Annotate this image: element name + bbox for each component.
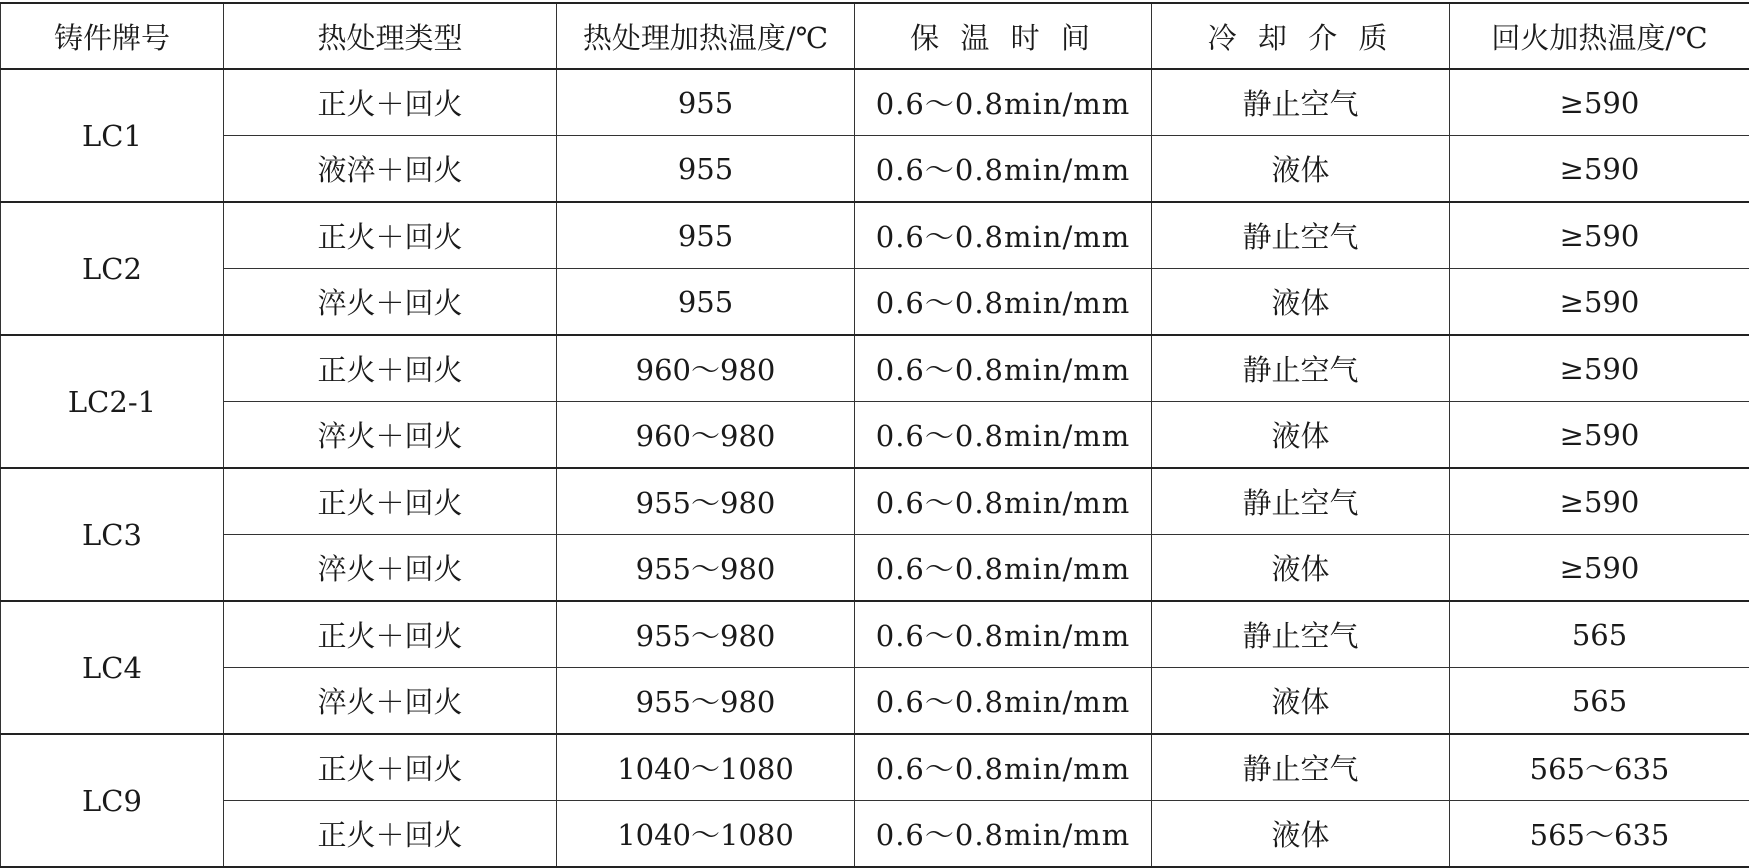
casting-grade-cell: LC3 [1,468,224,601]
table-row [1,335,1749,402]
treatment-type-cell: 淬火＋回火 [224,269,557,336]
heating-temperature-cell: 955 [557,69,855,136]
heating-temperature-cell: 955 [557,269,855,336]
tempering-temperature-cell: ≥590 [1450,535,1749,602]
table-row [1,269,1749,336]
tempering-temperature-cell: ≥590 [1450,269,1749,336]
table-row [1,734,1749,801]
treatment-type-cell: 液淬＋回火 [224,136,557,203]
holding-time-cell: 0.6～0.8min/mm [855,402,1152,469]
table-row [1,535,1749,602]
table-row [1,468,1749,535]
casting-grade-cell: LC9 [1,734,224,867]
table-row [1,668,1749,735]
header-cooling-medium: 冷 却 介 质 [1152,3,1450,69]
header-holding-time: 保 温 时 间 [855,3,1152,69]
tempering-temperature-cell: 565 [1450,668,1749,735]
holding-time-cell: 0.6～0.8min/mm [855,269,1152,336]
treatment-type-cell: 正火＋回火 [224,601,557,668]
holding-time-cell: 0.6～0.8min/mm [855,468,1152,535]
heating-temperature-cell: 955～980 [557,668,855,735]
cooling-medium-cell: 静止空气 [1152,734,1450,801]
holding-time-cell: 0.6～0.8min/mm [855,801,1152,868]
heating-temperature-cell: 955～980 [557,535,855,602]
table-row [1,69,1749,136]
tempering-temperature-cell: ≥590 [1450,335,1749,402]
holding-time-cell: 0.6～0.8min/mm [855,668,1152,735]
header-heating-temperature: 热处理加热温度/℃ [557,3,855,69]
header-casting-grade: 铸件牌号 [1,3,224,69]
heating-temperature-cell: 960～980 [557,402,855,469]
cooling-medium-cell: 静止空气 [1152,202,1450,269]
cooling-medium-cell: 液体 [1152,402,1450,469]
cooling-medium-cell: 静止空气 [1152,468,1450,535]
treatment-type-cell: 正火＋回火 [224,335,557,402]
heating-temperature-cell: 1040～1080 [557,801,855,868]
casting-grade-cell: LC1 [1,69,224,202]
table-row [1,801,1749,868]
table-body [1,69,1749,867]
cooling-medium-cell: 液体 [1152,136,1450,203]
tempering-temperature-cell: ≥590 [1450,136,1749,203]
treatment-type-cell: 淬火＋回火 [224,402,557,469]
holding-time-cell: 0.6～0.8min/mm [855,136,1152,203]
tempering-temperature-cell: 565 [1450,601,1749,668]
cooling-medium-cell: 静止空气 [1152,601,1450,668]
header-tempering-temperature: 回火加热温度/℃ [1450,3,1749,69]
holding-time-cell: 0.6～0.8min/mm [855,202,1152,269]
header-row [1,3,1749,69]
holding-time-cell: 0.6～0.8min/mm [855,335,1152,402]
treatment-type-cell: 正火＋回火 [224,202,557,269]
table-row [1,402,1749,469]
treatment-type-cell: 淬火＋回火 [224,668,557,735]
cooling-medium-cell: 液体 [1152,801,1450,868]
treatment-type-cell: 正火＋回火 [224,801,557,868]
holding-time-cell: 0.6～0.8min/mm [855,734,1152,801]
cooling-medium-cell: 静止空气 [1152,335,1450,402]
tempering-temperature-cell: ≥590 [1450,468,1749,535]
heating-temperature-cell: 955～980 [557,468,855,535]
cooling-medium-cell: 液体 [1152,535,1450,602]
heating-temperature-cell: 1040～1080 [557,734,855,801]
treatment-type-cell: 正火＋回火 [224,468,557,535]
heating-temperature-cell: 960～980 [557,335,855,402]
tempering-temperature-cell: ≥590 [1450,402,1749,469]
cooling-medium-cell: 液体 [1152,269,1450,336]
tempering-temperature-cell: 565～635 [1450,734,1749,801]
heating-temperature-cell: 955 [557,202,855,269]
casting-grade-cell: LC2 [1,202,224,335]
tempering-temperature-cell: ≥590 [1450,69,1749,136]
tempering-temperature-cell: 565～635 [1450,801,1749,868]
heat-treatment-table [0,2,1749,868]
holding-time-cell: 0.6～0.8min/mm [855,601,1152,668]
casting-grade-cell: LC4 [1,601,224,734]
heating-temperature-cell: 955 [557,136,855,203]
casting-grade-cell: LC2-1 [1,335,224,468]
heating-temperature-cell: 955～980 [557,601,855,668]
table-row [1,202,1749,269]
cooling-medium-cell: 静止空气 [1152,69,1450,136]
cooling-medium-cell: 液体 [1152,668,1450,735]
table-row [1,136,1749,203]
treatment-type-cell: 正火＋回火 [224,69,557,136]
holding-time-cell: 0.6～0.8min/mm [855,535,1152,602]
holding-time-cell: 0.6～0.8min/mm [855,69,1152,136]
treatment-type-cell: 淬火＋回火 [224,535,557,602]
tempering-temperature-cell: ≥590 [1450,202,1749,269]
header-treatment-type: 热处理类型 [224,3,557,69]
table-row [1,601,1749,668]
treatment-type-cell: 正火＋回火 [224,734,557,801]
